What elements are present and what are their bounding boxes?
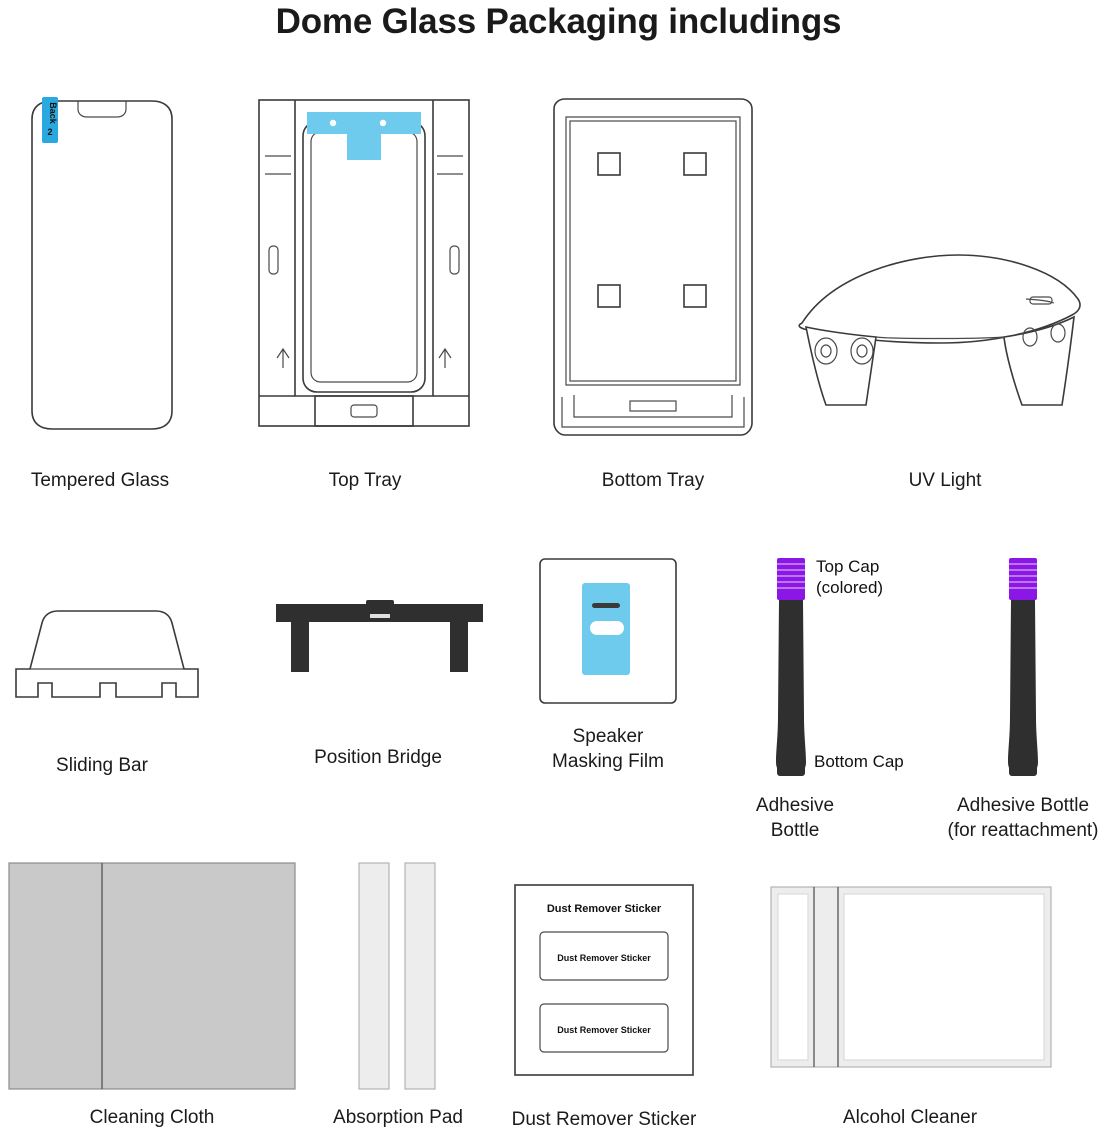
caption-reattach-line2: (for reattachment) [947, 820, 1099, 841]
sticker-item2-text: Dust Remover Sticker [557, 1025, 651, 1035]
sliding-bar-illustration [12, 605, 202, 705]
page-title: Dome Glass Packaging includings [275, 2, 842, 41]
bottom-tray-illustration [548, 95, 758, 440]
caption-adhesive-bottle [710, 793, 880, 843]
sticker-item1-text: Dust Remover Sticker [557, 953, 651, 963]
tempered-glass-illustration [20, 95, 180, 435]
caption-absorption-pad: Absorption Pad [333, 1107, 463, 1128]
caption-tempered-glass: Tempered Glass [30, 470, 170, 491]
annotation-bottom-cap: Bottom Cap [814, 752, 904, 771]
caption-adhesive-line1: Adhesive [755, 795, 835, 816]
caption-reattach-line1: Adhesive Bottle [956, 795, 1090, 816]
top-tray-illustration [255, 96, 473, 430]
caption-top-tray: Top Tray [328, 470, 402, 491]
sticker-header-text: Dust Remover Sticker [546, 903, 662, 915]
annotation-top-cap-line2: (colored) [816, 578, 884, 597]
annotation-top-cap [816, 556, 966, 598]
dust-remover-sticker-illustration [514, 884, 694, 1076]
caption-adhesive-line2: Bottle [770, 820, 820, 841]
caption-uv-light: UV Light [908, 470, 982, 491]
alcohol-cleaner-illustration [770, 886, 1052, 1068]
cleaning-cloth-illustration [8, 862, 296, 1090]
caption-dust-remover-sticker: Dust Remover Sticker [511, 1109, 697, 1130]
caption-alcohol-cleaner: Alcohol Cleaner [842, 1107, 978, 1128]
svg-text:2: 2 [47, 127, 53, 137]
position-bridge-illustration [272, 600, 487, 680]
annotation-top-cap-line1: Top Cap [816, 557, 880, 576]
adhesive-bottle-reattachment-illustration [998, 556, 1048, 778]
caption-position-bridge: Position Bridge [314, 747, 442, 768]
speaker-masking-film-illustration [538, 557, 678, 705]
adhesive-bottle-illustration [766, 556, 816, 778]
svg-text:Back: Back [48, 102, 58, 124]
absorption-pad-illustration [358, 862, 440, 1090]
caption-speaker-line2: Masking Film [552, 751, 664, 772]
caption-bottom-tray: Bottom Tray [601, 470, 705, 491]
caption-speaker-masking-film [520, 724, 696, 774]
caption-adhesive-bottle-reattachment [930, 793, 1116, 843]
uv-light-illustration [790, 255, 1090, 415]
caption-sliding-bar: Sliding Bar [56, 755, 148, 776]
caption-cleaning-cloth: Cleaning Cloth [89, 1107, 215, 1128]
caption-speaker-line1: Speaker [572, 726, 644, 747]
